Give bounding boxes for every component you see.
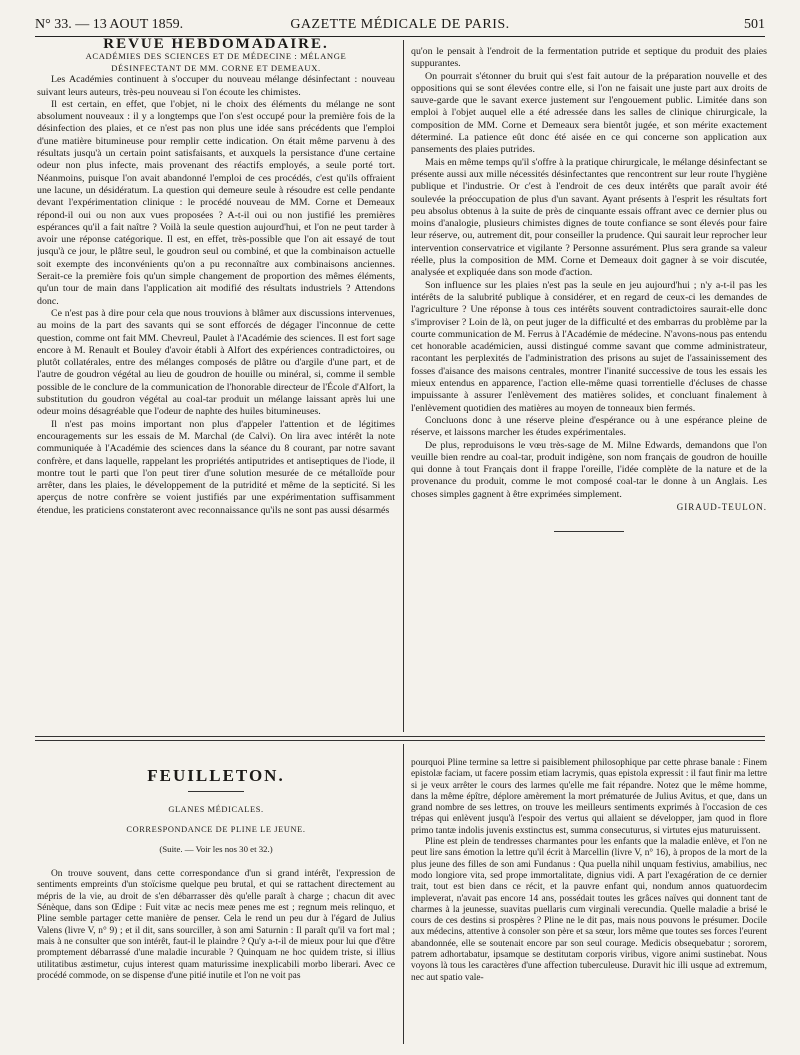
paragraph: pourquoi Pline termine sa lettre si paisiblement philosophique par cette phrase banale : Finem epistolæ faciam, ut facere possim etiam lacrymis, quas epistola expressit : il faut finir ma lettre si je veux arrêter le cours des larmes qu'elle me fait répandre. Notez que le même homme, dans la même épître, déplore amèrement la mort prématurée de Julius Avitus, et que, dans un grand nombre de ses lettres, on trouve les meilleurs sentiments exprimés à l'occasion de ces trépas qui enlèvent jusqu'à l'espoir des vertus qui allaient se développer, jam quod in flore primo tantæ indolis juvenis exstinctus est, summa consecuturus, si virtutes ejus maturuissent. (411, 758, 767, 836)
top-column-divider (403, 40, 404, 732)
feuilleton-rule-top (35, 736, 765, 737)
issue-number: N° 33. — 13 AOUT 1859. (35, 17, 184, 32)
bottom-column-divider (403, 744, 404, 1044)
section-title: GLANES MÉDICALES. (168, 805, 264, 815)
continuation-note: (Suite. — Voir les nos 30 et 32.) (159, 843, 273, 854)
feuilleton-rule-bottom (35, 740, 765, 741)
feuilleton-title-rule (188, 791, 244, 792)
feuilleton-title: FEUILLETON. (147, 766, 285, 785)
paragraph: On trouve souvent, dans cette correspondance d'un si grand intérêt, l'expression de sentiments empreints d'un stoïcisme quelque peu brutal, et qui se rattachent directement au mépris de la vie, au droit de s'en débarrasser dès qu'elle paraît à charge ; chacun dit avec Sénèque, dans son Œdipe : Fuit vitæ ac necis meæ penes me est ; regnum meis relinquo, et Pline semble partager cette manière de penser. Cela le rend un peu dur à l'égard de Julius Valens (livre V, n° 9) ; et il dit, sans sourciller, à son ami Saturnin : Il paraît qu'il va fort mal ; mais à ne consulter que son intérêt, faut-il le plaindre ? Qu'y a-t-il de mieux pour lui que d'être promptement débarrassé d'une maladie incurable ? Quinquam ne hoc quidem triste, si illius utilitatibus æstimetur, cujus interest quam maturissime inexplicabili morbo liberari. Avec ce procédé commode, on se dispense d'une pitié inutile et l'on ne voit pas (37, 869, 395, 981)
journal-title: GAZETTE MÉDICALE DE PARIS. (290, 17, 510, 32)
paragraph: Concluons donc à une réserve pleine d'espérance ou à une espérance pleine de réserve, et laissons marcher les études expérimentales. (411, 414, 767, 439)
paragraph: On pourrait s'étonner du bruit qui s'est fait autour de la préparation nouvelle et des oppositions qui se sont élevées contre elle, si l'on ne faisait une juste part aux droits de sauve-garde que le savant exerce justement sur l'engouement public. Limitée dans son emploi à l'objet auquel elle a été adressée dans les salles de clinique chirurgicale, la composition de MM. Corne et Demeaux sera bientôt jugée, et son mérite exactement déterminé. La patience eût donc été aisée en ce qui concerne son application aux pansements des plaies putrides. (411, 70, 767, 156)
revue-subtitle-line2: DÉSINFECTANT DE MM. CORNE ET DEMEAUX. (111, 63, 321, 74)
paragraph: qu'on le pensait à l'endroit de la fermentation putride et septique du produit des plaies suppurantes. (411, 46, 767, 70)
paragraph: Son influence sur les plaies n'est pas la seule en jeu aujourd'hui ; n'y a-t-il pas les intérêts de la salubrité publique à considérer, et en regard de ceux-ci les demandes de l'agriculture ? Une réponse à tous ces intérêts souvent contradictoires saurait-elle donc s'improviser ? Loin de là, on peut juger de la difficulté et des embarras du problème par la courte communication de M. Ferrus à l'Académie de médecine. N'avons-nous pas entendu cet honorable académicien, aussi distingué comme savant que comme administrateur, racontant les perplexités de l'administration des prisons au sujet de l'assainissement des fosses d'aisance des maisons centrales, montrer l'inanité successive de tous les essais les mieux entendus en apparence, l'action elle-même quasi torrentielle d'écluses de chasse impuissante à assurer l'enlèvement des matières solides, et concluant finalement à l'enlèvement quotidien des matières au moyen de tonneaux bien fermés. (411, 279, 767, 414)
paragraph: Mais en même temps qu'il s'offre à la pratique chirurgicale, le mélange désinfectant se présente aussi aux mille nécessités désinfectantes que rencontrent sur leur route l'hygiène publique et l'industrie. Or c'est à l'endroit de ces deux intérêts que paraît avoir été soulevée la préoccupation de plus d'un savant. Ayant présents à l'esprit les résultats fort peu absolus obtenus à la suite de près de cinquante essais offrant avec ce dernier plus ou moins d'analogie, plusieurs chimistes dignes de toute confiance se sont élevés pour faire leur réserve, ou, autrement dit, pour conseiller la prudence. Qui saurait leur reprocher leur intervention conservatrice et vigilante ? Personne assurément. Plus sera grande sa valeur réelle, plus la composition de MM. Corne et Demeaux doit gagner à se voir discutée, analysée et expliquée dans son mode d'action. (411, 156, 767, 279)
signature: GIRAUD-TEULON. (676, 501, 767, 512)
paragraph: Ce n'est pas à dire pour cela que nous trouvions à blâmer aux discussions intervenues, au moins de la part des savants qui se sont efforcés de dégager l'inconnue de cette question, comme ont fait MM. Chevreul, Paulet à l'Académie des sciences. Il est fort sage encore à M. Renault et Bouley d'avoir établi à Alfort des expériences contradictoires, ou plutôt collatérales, entre des mélanges composés de plâtre ou d'argile d'une part, et de l'autre de goudron végétal au lieu de goudron de houille ou minéral, si, comme il semble possible de le conclure de la communication de l'honorable directeur de l'École d'Alfort, la substitution du goudron végétal au coal-tar produit un mélange laissant après lui une odeur moins désagréable que l'odeur de naphte des huiles bitumineuses. (37, 307, 395, 418)
feuilleton-right-column (411, 758, 767, 1046)
revue-right-column (411, 46, 767, 734)
feuilleton-left-column (37, 746, 395, 1046)
paragraph: De plus, reproduisons le vœu très-sage de M. Milne Edwards, demandons que l'on veuille bien rendre au coal-tar, produit indigène, son nom français de goudron de houille qui donne à tout Français dont il frappe l'oreille, l'idée complète de la nature et de la provenance du produit, comme le mot composé coal-tar le donne à un Anglais. Les choses simples gagnent à être exprimées simplement. (411, 439, 767, 500)
revue-subtitle (37, 50, 395, 74)
revue-left-column (37, 38, 395, 734)
subsection-title: CORRESPONDANCE DE PLINE LE JEUNE. (126, 824, 306, 834)
paragraph: Il est certain, en effet, que l'objet, ni le choix des éléments du mélange ne sont absolument nouveaux : il y a longtemps que l'on s'est occupé pour la première fois de la désinfection des plaies, et ce n'est pas non plus une idée sans précédents que l'emploi d'une matière bitumineuse pour remplir cette indication. On était même parvenu à des résultats jusqu'à un certain point satisfaisants, et auxquels la persistance d'une certaine odeur non plus infecte, mais provenant des réactifs employés, a seule porté tort. Néanmoins, puisque l'on avait abandonné l'emploi de ces procédés, c'est qu'ils offraient une lacune, un désidératum. La question qui demeure seule à résoudre est celle pendante devant l'expérimentation clinique : le procédé nouveau de MM. Corne et Demeaux répond-il oui ou non aux vues proposées ? A-t-il oui ou non justifié les premières espérances qu'il a fait naître ? Voilà la seule question aujourd'hui, et l'on ne peut tarder à avoir une réponse catégorique. Il est, en effet, très-possible que l'on ait essayé de tout jusqu'à ce jour, le plâtre seul, le goudron seul ou combiné, et que la combinaison actuelle soit exempte des inconvénients qu'on a pu reconnaître aux combinaisons anciennes. Serait-ce la première fois qu'un simple changement de proportion des mêmes éléments, qu'un tour de main dans l'application ait modifié des résultats industriels ? Attendons donc. (37, 98, 395, 307)
paragraph: Il n'est pas moins important non plus d'appeler l'attention et de légitimes encouragements sur les essais de M. Marchal (de Calvi). On lira avec intérêt la note communiquée à l'Académie des sciences dans la séance du 8 courant, par notre savant confrère, et dans laquelle, rappelant les propriétés antiputrides et antiseptiques de l'iode, il montre tout le parti que l'on peut tirer d'une solution mesurée de ce métalloïde pour arrêter, dans les plaies, le développement de la putridité et même de la septicité. Si les aperçus de notre confrère se voient justifiés par une expérimentation suffisamment étendue, les praticiens constateront avec reconnaissance qu'ils ne sont pas aussi désarmés (37, 418, 395, 516)
section-separator (554, 531, 624, 532)
revue-title: REVUE HEBDOMADAIRE. (103, 38, 329, 52)
paragraph: Les Académies continuent à s'occuper du nouveau mélange désinfectant : nouveau suivant leurs auteurs, très-peu nouveau si l'on écoute les chimistes. (37, 74, 395, 98)
page-number: 501 (744, 17, 765, 32)
revue-subtitle-line1: ACADÉMIES DES SCIENCES ET DE MÉDECINE : MÉLANGE (85, 51, 347, 62)
paragraph: Pline est plein de tendresses charmantes pour les enfants que la maladie enlève, et l'on ne peut lire sans émotion la lettre qu'il écrit à Marcellin (livre V, n° 16), à propos de la mort de la plus jeune des filles de son ami Fundanus : Qua puella nihil unquam festivius, amabilius, nec modo longiore vita, sed prope immortalitate, dignius vidi. A part l'exagération de ce dernier trait, tout est bien dans ce récit, et la pauvre enfant qui, nondum annos quatuordecim impleverat, n'avait pas encore 14 ans, possédait toutes les grâces naïves qui donnent tant de charmes à la jeunesse, suavitas puellaris cum virginali verecundia. Quelle maladie a brisé le cours de ces destins si prospères ? Pline ne le dit pas, mais nous pouvons le présumer. Docile aux médecins, attentive à consoler son père et sa sœur, lors même que toutes ses forces l'eurent abandonnée, elle se soutenait encore par son seul courage. Medicis obsequebatur ; sororem, patrem adhortabatur, ipsamque se destitutam corporis viribus, vigore animi sustinebat. Nous voyons là tous les caractères d'une affection tuberculeuse. Duravit hic illi usque ad extremum, nec aut spatio vale- (411, 837, 767, 983)
page-header (35, 14, 765, 37)
